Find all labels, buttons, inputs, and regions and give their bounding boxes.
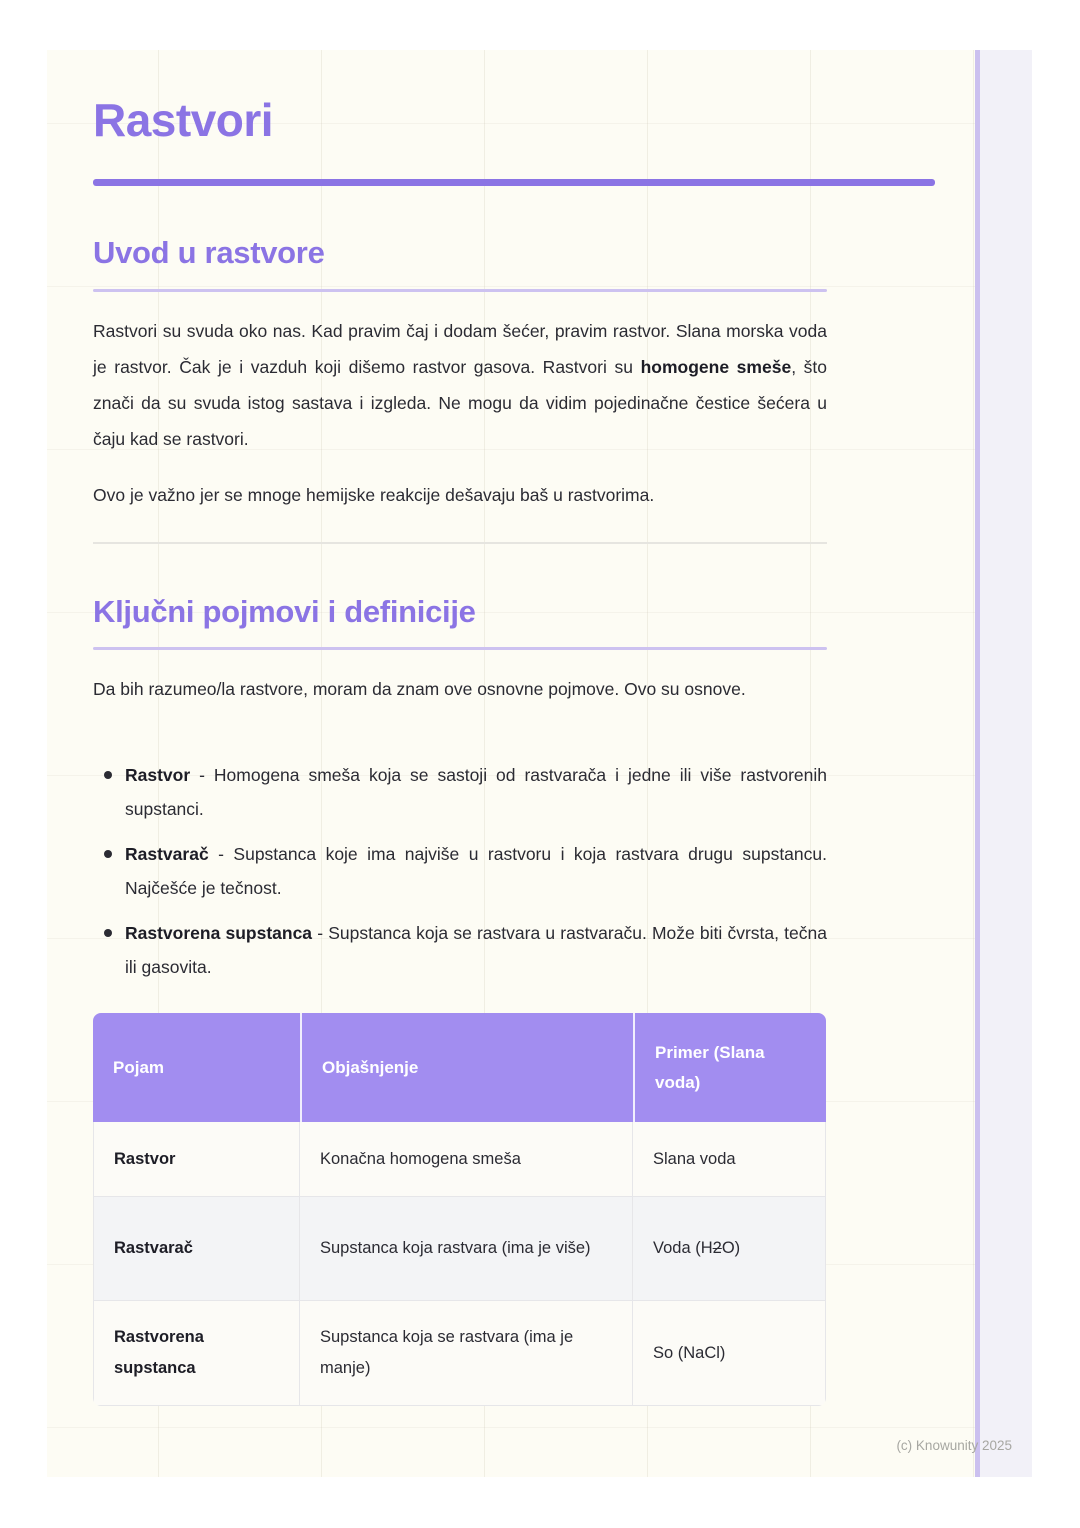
- term-cell: Rastvorena supstanca: [93, 1301, 300, 1406]
- formula-suffix: O): [721, 1239, 741, 1257]
- terms-table: [93, 1013, 826, 1406]
- heading-underline: [93, 289, 827, 292]
- term-label: Rastvorena supstanca: [125, 923, 313, 943]
- copyright-footer: (c) Knowunity 2025: [896, 1438, 1012, 1453]
- term-cell: Rastvarač: [93, 1197, 300, 1301]
- formula-prefix: Voda (H: [653, 1239, 713, 1257]
- term-cell: Rastvor: [93, 1122, 300, 1197]
- list-item: [93, 837, 827, 905]
- definitions-list: [93, 758, 827, 995]
- column-header-primer: Primer (Slana voda): [633, 1013, 826, 1122]
- table-row: [93, 1122, 826, 1197]
- term-definition: - Homogena smeša koja se sastoji od rastvarača i jedne ili više rastvorenih supstanci.: [125, 765, 827, 819]
- formula-subscript: 2: [712, 1239, 722, 1257]
- explanation-cell: Supstanca koja se rastvara (ima je manje): [300, 1301, 633, 1406]
- section-heading-uvod: Uvod u rastvore: [93, 235, 325, 270]
- explanation-cell: Konačna homogena smeša: [300, 1122, 633, 1197]
- right-side-strip: [980, 50, 1032, 1477]
- definitions-intro: Da bih razumeo/la rastvore, moram da znam ove osnovne pojmove. Ovo su osnove.: [93, 679, 746, 699]
- section-divider: [93, 542, 827, 544]
- intro-text-before: Rastvori su svuda oko nas. Kad pravim čaj i dodam šećer, pravim rastvor. Slana morska voda je rastvor. Čak je i vazduh koji dišemo rastvor gasova. Rastvori su: [93, 321, 827, 377]
- term-label: Rastvor: [125, 765, 191, 785]
- note-paragraph: Ovo je važno jer se mnoge hemijske reakcije dešavaju baš u rastvorima.: [93, 485, 655, 505]
- list-item: [93, 758, 827, 826]
- table-row: [93, 1301, 826, 1406]
- title-rule: [93, 179, 935, 186]
- intro-text-after: , što znači da su svuda istog sastava i izgleda. Ne mogu da vidim pojedinačne čestice šećera u čaju kad se rastvori.: [93, 357, 828, 449]
- page-title: Rastvori: [93, 94, 274, 146]
- section-heading-pojmovi: Ključni pojmovi i definicije: [93, 594, 476, 629]
- list-item: [93, 916, 827, 984]
- column-header-objasnjenje: Objašnjenje: [300, 1013, 633, 1122]
- column-header-pojam: Pojam: [93, 1013, 300, 1122]
- intro-paragraph: [93, 313, 827, 457]
- heading-underline: [93, 647, 827, 650]
- example-cell: [633, 1197, 826, 1301]
- table-row: [93, 1197, 826, 1301]
- term-definition: - Supstanca koja se rastvara u rastvaraču. Može biti čvrsta, tečna ili gasovita.: [125, 923, 827, 977]
- term-label: Rastvarač: [125, 844, 209, 864]
- term-definition: - Supstanca koje ima najviše u rastvoru i koja rastvara drugu supstancu. Najčešće je tečnost.: [125, 844, 827, 898]
- example-cell: So (NaCl): [633, 1301, 826, 1406]
- explanation-cell: Supstanca koja rastvara (ima je više): [300, 1197, 633, 1301]
- intro-bold-term: homogene smeše: [640, 357, 792, 377]
- example-cell: Slana voda: [633, 1122, 826, 1197]
- table-header-row: [93, 1013, 826, 1122]
